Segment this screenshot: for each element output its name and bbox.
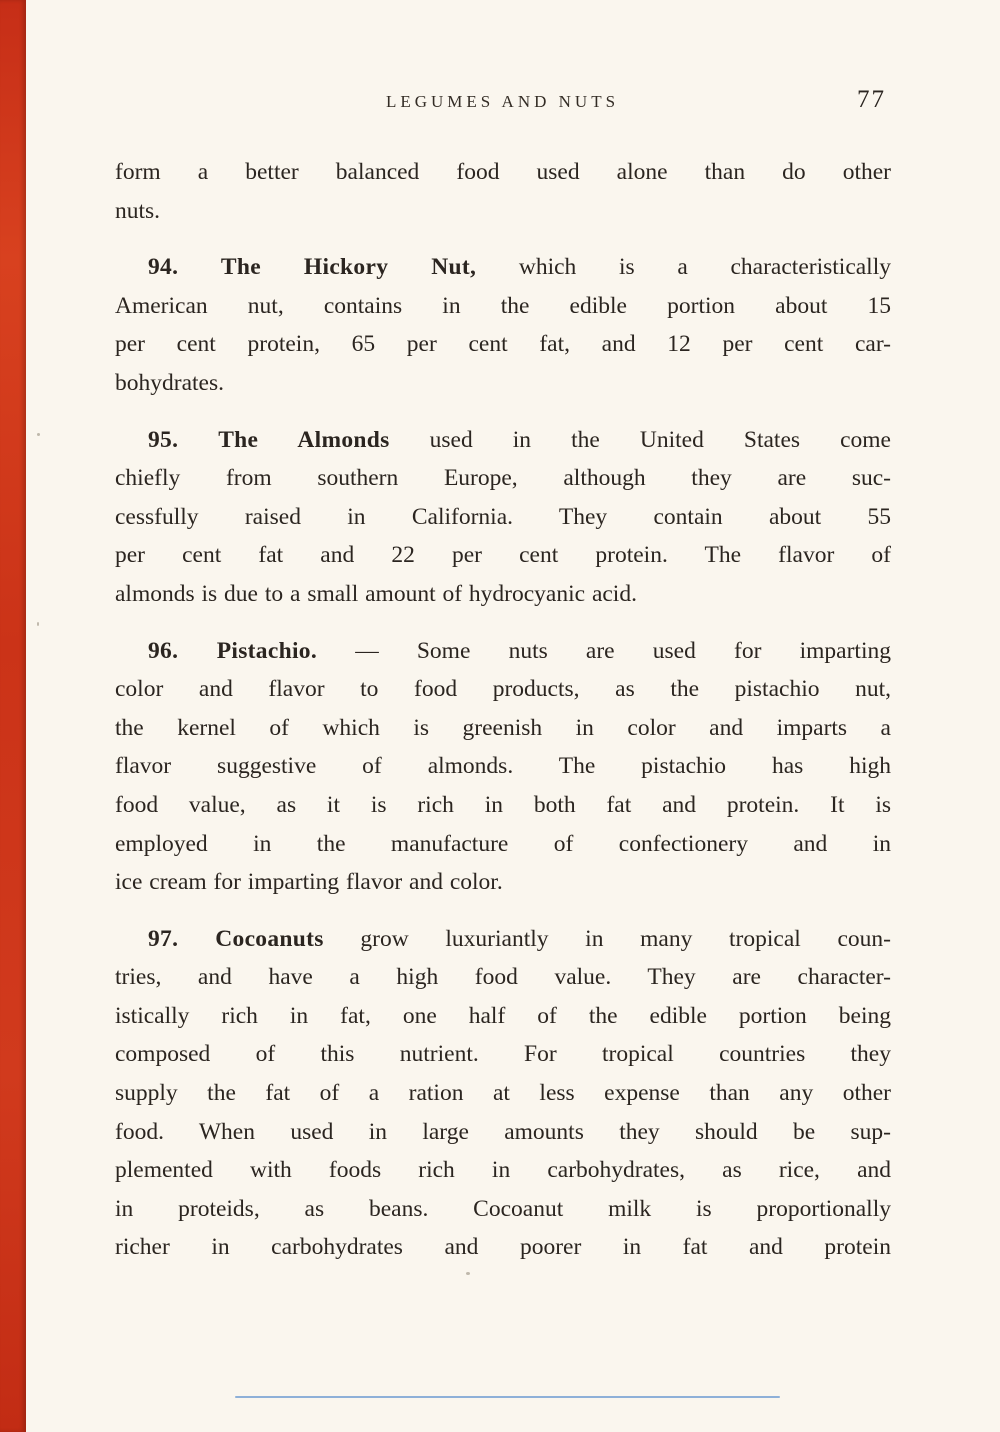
text-line: per cent fat and 22 per cent protein. The flavor of [115, 542, 891, 569]
text-line: istically rich in fat, one half of the edible portion being [115, 1002, 891, 1029]
paragraph-lead: 96. Pistachio. [148, 637, 318, 664]
text-line: supply the fat of a ration at less expense than any other [115, 1080, 891, 1107]
text-line: color and flavor to food products, as the pistachio nut, [115, 676, 891, 703]
text-line: form a better balanced food used alone than do other [115, 159, 891, 185]
text-line: bohydrates. [115, 369, 224, 396]
text-line: 94. The Hickory Nut, which is a characteristically [148, 254, 891, 281]
paragraph-lead: 97. Cocoanuts [148, 925, 324, 952]
paragraph-97-cocoanuts [115, 920, 891, 1267]
page-header [115, 86, 890, 122]
text-line: food. When used in large amounts they should be sup- [115, 1118, 891, 1145]
page-edge-strip [0, 0, 26, 1432]
text-line: 97. Cocoanuts grow luxuriantly in many tropical coun- [148, 925, 891, 952]
page-number: 77 [857, 86, 886, 113]
text-line: chiefly from southern Europe, although they are suc- [115, 465, 891, 492]
text-line: 95. The Almonds used in the United States come [148, 426, 891, 453]
paragraph-lead: 94. The Hickory Nut, [148, 254, 477, 281]
paragraph-96-pistachio [115, 632, 891, 902]
text-line: flavor suggestive of almonds. The pistachio has high [115, 753, 891, 780]
text-line: 96. Pistachio. — Some nuts are used for imparting [148, 637, 891, 664]
paragraph-lead: 95. The Almonds [148, 426, 390, 453]
paragraph-94-hickory-nut [115, 248, 891, 402]
scan-speck [37, 622, 39, 626]
text-line: food value, as it is rich in both fat and protein. It is [115, 791, 891, 818]
text-line: nuts. [115, 197, 161, 224]
running-title: LEGUMES AND NUTS [385, 92, 620, 111]
scan-speck [466, 1272, 470, 1275]
text-line: plemented with foods rich in carbohydrates, as rice, and [115, 1157, 891, 1184]
text-line: composed of this nutrient. For tropical countries they [115, 1041, 891, 1068]
text-line: in proteids, as beans. Cocoanut milk is proportionally [115, 1195, 891, 1222]
paragraph-95-almonds [115, 421, 891, 614]
text-line: per cent protein, 65 per cent fat, and 12 per cent car- [115, 331, 891, 358]
text-line: cessfully raised in California. They contain about 55 [115, 503, 891, 530]
text-line: the kernel of which is greenish in color and imparts a [115, 714, 891, 741]
text-line: richer in carbohydrates and poorer in fat and protein [115, 1234, 891, 1261]
scan-speck [37, 433, 40, 436]
text-line: tries, and have a high food value. They are character- [115, 964, 891, 991]
text-block [115, 153, 891, 1267]
text-line: employed in the manufacture of confectionery and in [115, 830, 891, 857]
text-line: American nut, contains in the edible portion about 15 [115, 292, 891, 319]
scan-artifact-line [235, 1396, 780, 1398]
text-line: ice cream for imparting flavor and color. [115, 869, 503, 896]
paragraph-continuation [115, 153, 891, 230]
text-line: almonds is due to a small amount of hydrocyanic acid. [115, 580, 637, 607]
